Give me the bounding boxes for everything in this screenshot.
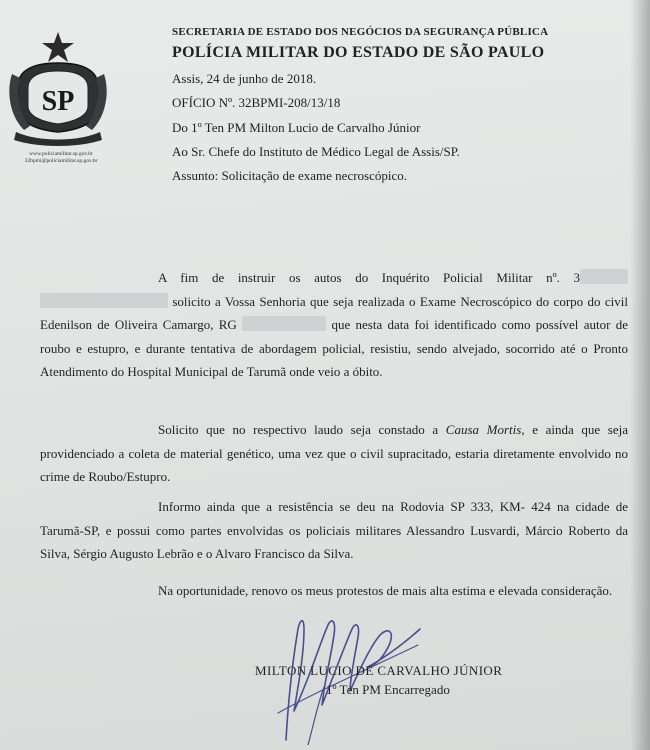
redaction-block — [580, 269, 628, 284]
paragraph-1-part-a: A fim de instruir os autos do Inquérito Policial Militar nº. 3 — [158, 270, 580, 285]
paragraph-1-part-b: solicito a Vossa Senhoria que seja realizada o Exame Necroscópico do corpo do civil Edenilson de Oliveira Camargo, RG — [40, 293, 628, 332]
paragraph-2-part-a: Solicito que no respectivo laudo seja constado a — [158, 422, 439, 437]
paragraph-2-part-b: , e ainda que seja providenciado a coleta de material genético, uma vez que o civil supracitado, estaria diretamente envolvido no crime de Roubo/Estupro. — [40, 422, 629, 484]
signatory-rank: 1º Ten PM Encarregado — [326, 682, 450, 697]
paragraph-4-text: Na oportunidade, renovo os meus protestos de mais alta estima e elevada consideração. — [158, 583, 613, 598]
email-text: 32bpmi@policiamilitar.sp.gov.br — [24, 158, 98, 164]
to-line: Ao Sr. Chefe do Instituto de Médico Legal de Assis/SP. — [172, 144, 460, 159]
oficio-number: OFÍCIO Nº. 32BPMI-208/13/18 — [172, 95, 341, 110]
subject-line: Assunto: Solicitação de exame necroscópico. — [172, 168, 408, 183]
website-text: www.policiamilitar.sp.gov.br — [29, 151, 93, 157]
policia-heading: POLÍCIA MILITAR DO ESTADO DE SÃO PAULO — [172, 44, 545, 61]
secretaria-heading: SECRETARIA DE ESTADO DOS NEGÓCIOS DA SEGURANÇA PÚBLICA — [172, 26, 549, 38]
paragraph-3 — [40, 495, 628, 566]
causa-mortis-text: Causa Mortis — [445, 422, 522, 437]
seal-letters: SP — [41, 86, 75, 117]
paragraph-1 — [40, 266, 628, 384]
from-line: Do 1º Ten PM Milton Lucio de Carvalho Júnior — [172, 120, 421, 135]
signatory-name: MILTON LUCIO DE CARVALHO JÚNIOR — [255, 663, 503, 678]
redaction-block — [40, 293, 168, 308]
paragraph-2 — [40, 418, 628, 489]
paragraph-1-part-c: que nesta data foi identificado como possível autor de roubo e estupro, e durante tentativa de abordagem policial, resistiu, sendo alvejado, socorrido até o Pronto Atendimento do Hospital Municipal de Tarumã onde veio a óbito. — [40, 317, 629, 379]
sp-coat-of-arms-icon — [8, 30, 108, 148]
paragraph-3-text: Informo ainda que a resistência se deu na Rodovia SP 333, KM- 424 na cidade de Tarumã-SP, e possui como partes envolvidas os policiais militares Alessandro Lusvardi, Márcio Roberto da Silva, Sérgio Augusto Lebrão e o Alvaro Francisco da Silva. — [40, 499, 628, 561]
date-line: Assis, 24 de junho de 2018. — [172, 71, 317, 86]
redaction-block — [242, 316, 326, 331]
